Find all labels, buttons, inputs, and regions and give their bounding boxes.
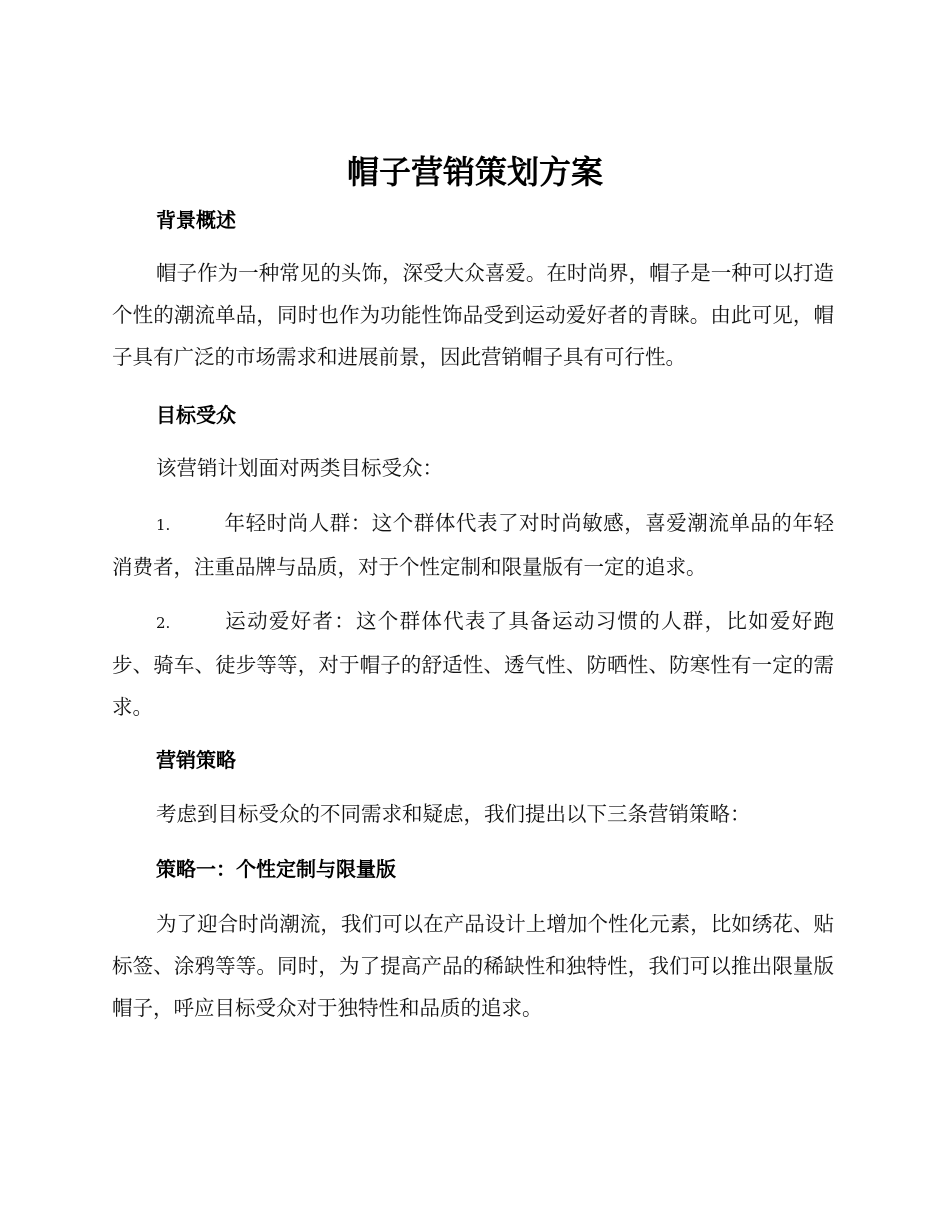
document-title: 帽子营销策划方案 [346,153,603,191]
list-item-number: 1. [156,516,171,534]
audience-intro: 该营销计划面对两类目标受众： [156,456,443,480]
section-heading-strategy-one: 策略一：个性定制与限量版 [156,857,396,881]
list-item-number: 2. [156,614,171,632]
strategy-intro: 考虑到目标受众的不同需求和疑虑，我们提出以下三条营销策略： [156,802,751,826]
list-item [112,600,834,728]
section-heading-background: 背景概述 [156,208,236,232]
list-item-text: 年轻时尚人群：这个群体代表了对时尚敏感，喜爱潮流单品的年轻消费者，注重品牌与品质，对于个性定制和限量版有一定的追求。 [112,511,834,579]
section-heading-audience: 目标受众 [156,403,236,427]
list-item-text: 运动爱好者：这个群体代表了具备运动习惯的人群，比如爱好跑步、骑车、徒步等等，对于帽子的舒适性、透气性、防晒性、防寒性有一定的需求。 [112,609,834,719]
list-item [112,502,834,588]
strategy-one-paragraph: 为了迎合时尚潮流，我们可以在产品设计上增加个性化元素，比如绣花、贴标签、涂鸦等等。同时，为了提高产品的稀缺性和独特性，我们可以推出限量版帽子，呼应目标受众对于独特性和品质的追求。 [112,912,834,1020]
section-heading-strategy: 营销策略 [156,748,236,772]
background-paragraph: 帽子作为一种常见的头饰，深受大众喜爱。在时尚界，帽子是一种可以打造个性的潮流单品，同时也作为功能性饰品受到运动爱好者的青睐。由此可见，帽子具有广泛的市场需求和进展前景，因此营销帽子具有可行性。 [112,261,834,369]
